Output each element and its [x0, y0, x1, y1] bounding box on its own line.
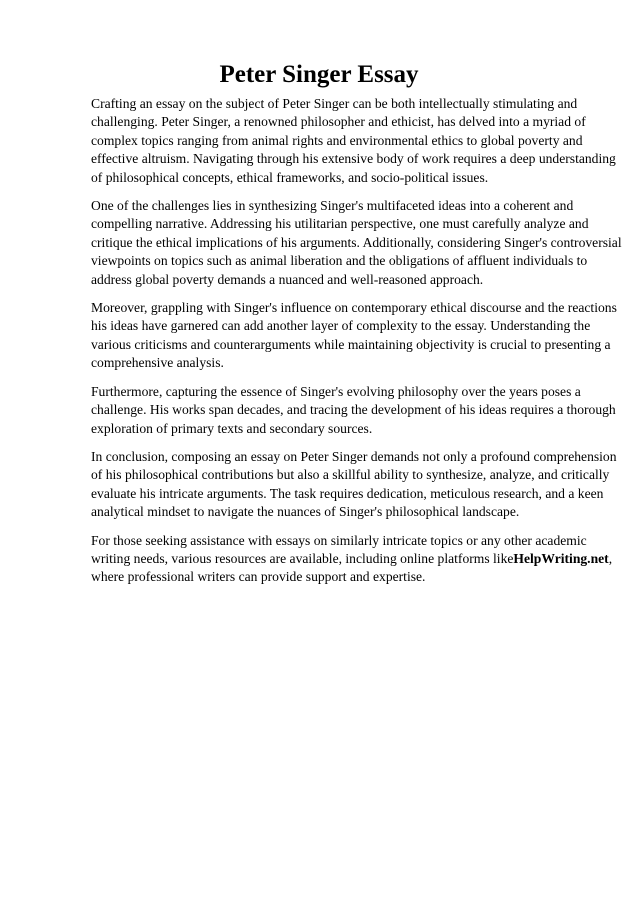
paragraph-line: effective altruism. Navigating through his extensive body of work requires a deep understanding [91, 151, 616, 167]
closing-paragraph [91, 532, 613, 587]
paragraph-line: Crafting an essay on the subject of Peter Singer can be both intellectually stimulating and [91, 96, 578, 111]
paragraph-line: One of the challenges lies in synthesizing Singer's multifaceted ideas into a coherent and [91, 198, 574, 214]
paragraph-line: comprehensive analysis. [91, 355, 224, 371]
closing-comma: , [608, 550, 613, 566]
paragraph-line: evaluate his intricate arguments. The task requires dedication, meticulous research, and a keen [91, 485, 604, 501]
paragraph-line: address global poverty demands a nuanced and well-reasoned approach. [91, 271, 484, 287]
essay-body [91, 95, 622, 597]
page-title: Peter Singer Essay [219, 61, 419, 88]
paragraph-line: Furthermore, capturing the essence of Singer's evolving philosophy over the years poses a [91, 383, 581, 399]
paragraph-line: challenging. Peter Singer, a renowned philosopher and ethicist, has delved into a myriad of [91, 114, 586, 130]
paragraph-line: Moreover, grappling with Singer's influence on contemporary ethical discourse and the reactions [91, 300, 617, 316]
paragraph-line: viewpoints on topics such as animal liberation and the obligations of affluent individuals to [91, 253, 588, 269]
closing-text: writing needs, various resources are available, including online platforms like [91, 550, 514, 566]
paragraph-line: his ideas have garnered can add another layer of complexity to the essay. Understanding the [91, 318, 591, 334]
paragraph-line: compelling narrative. Addressing his utilitarian perspective, one must carefully analyze and [91, 216, 589, 232]
paragraph-3 [91, 299, 617, 373]
paragraph-2 [91, 197, 622, 289]
paragraph-line: challenge. His works span decades, and tracing the development of his ideas requires a thorough [91, 402, 616, 418]
helpwriting-link[interactable]: HelpWriting.net [513, 550, 609, 566]
paragraph-line: In conclusion, composing an essay on Peter Singer demands not only a profound comprehension [91, 448, 617, 464]
paragraph-line: exploration of primary texts and secondary sources. [91, 420, 373, 436]
paragraph-line: critique the ethical implications of his arguments. Additionally, considering Singer's controversial [91, 234, 622, 250]
paragraph-line: For those seeking assistance with essays on similarly intricate topics or any other academic [91, 532, 587, 548]
paragraph-line: complex topics ranging from animal rights and environmental ethics to global poverty and [91, 132, 583, 148]
paragraph-1 [91, 95, 616, 187]
paragraph-5 [91, 448, 617, 522]
paragraph-line: of his philosophical contributions but also a skillful ability to synthesize, analyze, and critically [91, 467, 610, 483]
paragraph-line: where professional writers can provide support and expertise. [91, 569, 426, 585]
paragraph-line: of philosophical concepts, ethical frameworks, and socio-political issues. [91, 169, 489, 185]
paragraph-line: various criticisms and counterarguments while maintaining objectivity is crucial to presenting a [91, 336, 611, 352]
paragraph-line [91, 550, 613, 568]
paragraph-4 [91, 383, 616, 438]
paragraph-line: analytical mindset to navigate the nuances of Singer's philosophical landscape. [91, 504, 520, 520]
